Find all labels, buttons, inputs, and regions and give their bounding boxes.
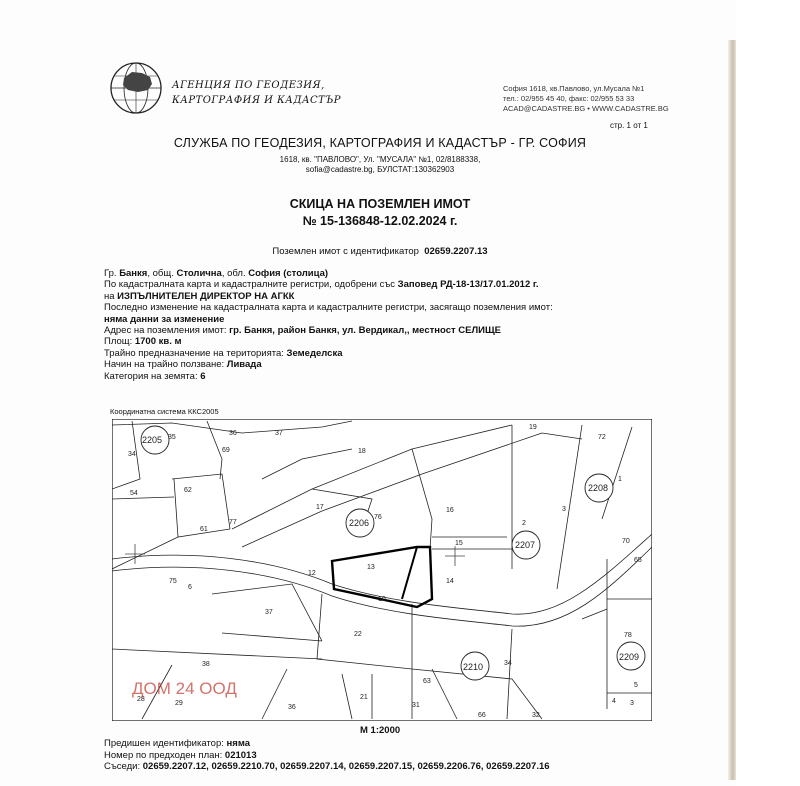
map-label: 14 bbox=[446, 578, 454, 585]
agency-logo-icon bbox=[108, 60, 164, 116]
info-text: Трайно предназначение на територията: bbox=[104, 347, 287, 359]
order-value: Заповед РД-18-13/17.01.2012 г. bbox=[397, 279, 539, 291]
town-value: Банкя bbox=[119, 268, 148, 279]
map-label: 65 bbox=[634, 557, 642, 564]
footer-info bbox=[104, 738, 550, 773]
service-address-line-2: sofia@cadastre.bg, БУЛСТАТ:130362903 bbox=[305, 165, 455, 174]
map-label: 32 bbox=[532, 712, 540, 719]
map-label: 21 bbox=[360, 694, 368, 701]
map-label: 34 bbox=[128, 451, 136, 458]
info-text: Площ: bbox=[104, 336, 135, 348]
contact-address: София 1618, кв.Павлово, ул.Мусала №1 bbox=[503, 84, 645, 93]
map-label: 29 bbox=[175, 700, 183, 707]
map-label: 2205 bbox=[142, 435, 163, 445]
agency-line-1: АГЕНЦИЯ ПО ГЕОДЕЗИЯ, bbox=[172, 80, 325, 91]
last-change-value: няма данни за изменение bbox=[104, 313, 225, 325]
map-label: 63 bbox=[423, 678, 431, 685]
map-label: 35 bbox=[168, 434, 176, 441]
map-label: 6 bbox=[188, 584, 192, 591]
map-label: 72 bbox=[598, 434, 606, 441]
plot-id-label: Поземлен имот с идентификатор bbox=[272, 246, 419, 257]
map-label: 22 bbox=[354, 631, 362, 638]
info-text: Категория на земята: bbox=[104, 370, 201, 382]
map-label: 62 bbox=[184, 487, 192, 494]
info-text: Адрес на поземления имот: bbox=[104, 325, 230, 337]
contact-email: ACAD@CADASTRE.BG • WWW.CADASTRE.BG bbox=[503, 104, 669, 113]
prev-plan-label: Номер по предходен план: bbox=[104, 749, 225, 761]
map-scale: М 1:2000 bbox=[360, 725, 401, 736]
map-label: 2209 bbox=[619, 652, 640, 662]
sketch-number: № 15-136848-12.02.2024 г. bbox=[302, 214, 458, 228]
service-address bbox=[0, 155, 760, 175]
map-label: 28 bbox=[137, 696, 145, 703]
neighbours-value: 02659.2207.12, 02659.2210.70, 02659.2207.14, 02659.2207.15, 02659.2206.76, 02659.2207.16 bbox=[142, 761, 550, 772]
coordinate-system: Координатна система ККС2005 bbox=[110, 407, 219, 416]
usage-value: Ливада bbox=[226, 359, 262, 371]
cadastral-map bbox=[112, 419, 652, 721]
map-label: 2206 bbox=[349, 518, 370, 528]
agency-line-2: КАРТОГРАФИЯ И КАДАСТЪР bbox=[172, 95, 342, 106]
map-label: 61 bbox=[200, 526, 208, 533]
map-label: 2210 bbox=[463, 662, 484, 672]
info-text: Гр. bbox=[104, 268, 120, 279]
region-value: София (столица) bbox=[248, 268, 329, 279]
map-label: 10 bbox=[378, 596, 386, 603]
map-label: 5 bbox=[634, 682, 638, 689]
map-label: 12 bbox=[308, 570, 316, 577]
service-title: СЛУЖБА ПО ГЕОДЕЗИЯ, КАРТОГРАФИЯ И КАДАСТЪР - ГР. СОФИЯ bbox=[173, 136, 587, 150]
map-label: 66 bbox=[478, 712, 486, 719]
map-label: 31 bbox=[412, 702, 420, 709]
map-label: 77 bbox=[229, 519, 237, 526]
map-label: 19 bbox=[529, 424, 537, 431]
watermark-text: ДОМ 24 ООД bbox=[132, 679, 237, 698]
prev-id-label: Предишен идентификатор: bbox=[104, 738, 227, 749]
last-change-label: Последно изменение на кадастралната карта и кадастралните регистри, засягащо поземления имот: bbox=[104, 302, 553, 314]
sketch-title: СКИЦА НА ПОЗЕМЛЕН ИМОТ bbox=[289, 197, 471, 211]
plot-identifier bbox=[0, 246, 760, 257]
map-label: 70 bbox=[622, 538, 630, 545]
map-label: 16 bbox=[446, 507, 454, 514]
info-text: Начин на трайно ползване: bbox=[104, 359, 227, 371]
map-label: 13 bbox=[367, 564, 375, 571]
service-address-line-1: 1618, кв. "ПАВЛОВО", Ул. "МУСАЛА" №1, 02/8188338, bbox=[279, 155, 481, 164]
plot-id-value: 02659.2207.13 bbox=[424, 246, 488, 257]
map-label: 17 bbox=[316, 504, 324, 511]
map-label: 3 bbox=[630, 700, 634, 707]
agency-name bbox=[172, 78, 341, 108]
map-label: 15 bbox=[455, 540, 463, 547]
info-text: , общ. bbox=[147, 268, 177, 279]
prev-plan-value: 021013 bbox=[224, 749, 257, 761]
page-edge bbox=[728, 40, 736, 780]
area-value: 1700 кв. м bbox=[134, 336, 182, 348]
map-label: 75 bbox=[169, 578, 177, 585]
info-text: , обл. bbox=[221, 268, 249, 279]
map-label: 18 bbox=[358, 448, 366, 455]
prev-id-value: няма bbox=[226, 738, 250, 749]
map-label: 37 bbox=[265, 609, 273, 616]
map-label: 2 bbox=[522, 520, 526, 527]
map-label: 76 bbox=[374, 514, 382, 521]
property-info bbox=[104, 268, 553, 382]
map-label: 69 bbox=[222, 447, 230, 454]
map-label: 1 bbox=[618, 476, 622, 483]
map-label: 38 bbox=[202, 661, 210, 668]
contact-phone: тел.: 02/955 45 40, факс: 02/955 53 33 bbox=[503, 94, 635, 103]
document-title bbox=[0, 196, 760, 230]
map-label: 54 bbox=[130, 490, 138, 497]
neighbours-label: Съседи: bbox=[104, 761, 143, 772]
map-label: 34 bbox=[504, 660, 512, 667]
purpose-value: Земеделска bbox=[286, 347, 343, 359]
map-label: 3 bbox=[562, 506, 566, 513]
address-value: гр. Банкя, район Банкя, ул. Вердикал,, местност СЕЛИЩЕ bbox=[229, 325, 501, 337]
map-label: 2208 bbox=[588, 483, 609, 493]
map-label: 4 bbox=[612, 698, 616, 705]
info-text: на bbox=[104, 290, 118, 302]
map-label: 36 bbox=[229, 430, 237, 437]
map-label: 2207 bbox=[515, 540, 536, 550]
map-label: 36 bbox=[288, 704, 296, 711]
info-text: По кадастралната карта и кадастралните регистри, одобрени със bbox=[104, 279, 398, 291]
issuer-value: ИЗПЪЛНИТЕЛЕН ДИРЕКТОР НА АГКК bbox=[117, 290, 295, 302]
map-label: 37 bbox=[275, 430, 283, 437]
category-value: 6 bbox=[200, 370, 206, 382]
page-number: стр. 1 от 1 bbox=[610, 121, 648, 130]
page-margin bbox=[736, 0, 800, 786]
map-label: 78 bbox=[624, 632, 632, 639]
municipality-value: Столична bbox=[176, 268, 222, 279]
